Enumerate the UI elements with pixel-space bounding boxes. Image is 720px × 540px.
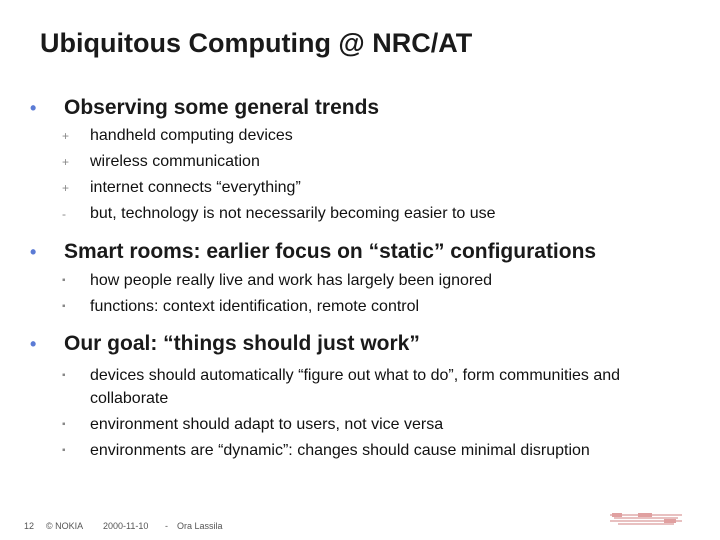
page-number: 12	[24, 521, 35, 531]
footer-author: Ora Lassila	[177, 521, 223, 531]
list-item-text: wireless communication	[90, 153, 260, 170]
section-heading: Our goal: “things should just work”	[64, 332, 420, 355]
list-item	[30, 364, 665, 410]
square-bullet-icon: ▪	[62, 301, 66, 312]
section-heading-row	[30, 332, 665, 356]
footer-separator: -	[165, 521, 168, 531]
list-item	[30, 413, 665, 436]
square-bullet-icon: ▪	[62, 445, 66, 456]
list-item-text: handheld computing devices	[90, 127, 293, 144]
list-item-text: environments are “dynamic”: changes should cause minimal disruption	[90, 442, 590, 459]
section-heading: Observing some general trends	[64, 96, 380, 119]
section-smart-rooms	[30, 240, 596, 320]
square-bullet-icon: ▪	[62, 275, 66, 286]
list-item	[30, 149, 496, 175]
list-item-text: devices should automatically “figure out what to do”, form communities and collaborate	[90, 367, 621, 407]
slide-title: Ubiquitous Computing @ NRC/AT	[40, 28, 473, 58]
footer-copyright: © NOKIA	[46, 521, 84, 531]
section-items	[30, 123, 496, 227]
section-bullet: •	[30, 334, 37, 354]
section-items	[30, 364, 665, 462]
plus-marker-icon: +	[62, 129, 70, 143]
section-heading-row	[30, 240, 596, 264]
list-item	[30, 294, 596, 320]
list-item-text: functions: context identification, remote control	[90, 298, 420, 315]
list-item	[30, 123, 496, 149]
section-heading-row	[30, 96, 496, 120]
footer-date: 2000-11-10	[103, 521, 149, 531]
section-trends	[30, 96, 496, 227]
list-item-text: environment should adapt to users, not vice versa	[90, 416, 444, 433]
section-bullet: •	[30, 98, 37, 118]
list-item-text: but, technology is not necessarily becoming easier to use	[90, 205, 496, 222]
list-item	[30, 201, 496, 227]
section-items	[30, 268, 596, 320]
section-bullet: •	[30, 242, 37, 262]
list-item	[30, 439, 665, 462]
square-bullet-icon: ▪	[62, 370, 66, 381]
square-bullet-icon: ▪	[62, 419, 66, 430]
list-item-text: how people really live and work has largely been ignored	[90, 272, 493, 289]
section-heading: Smart rooms: earlier focus on “static” configurations	[64, 240, 597, 263]
nokia-logo-icon	[608, 512, 684, 528]
plus-marker-icon: +	[62, 181, 70, 195]
list-item	[30, 268, 596, 294]
list-item-text: internet connects “everything”	[90, 179, 301, 196]
list-item	[30, 175, 496, 201]
minus-marker-icon: -	[62, 207, 66, 221]
section-our-goal	[30, 332, 665, 462]
plus-marker-icon: +	[62, 155, 70, 169]
